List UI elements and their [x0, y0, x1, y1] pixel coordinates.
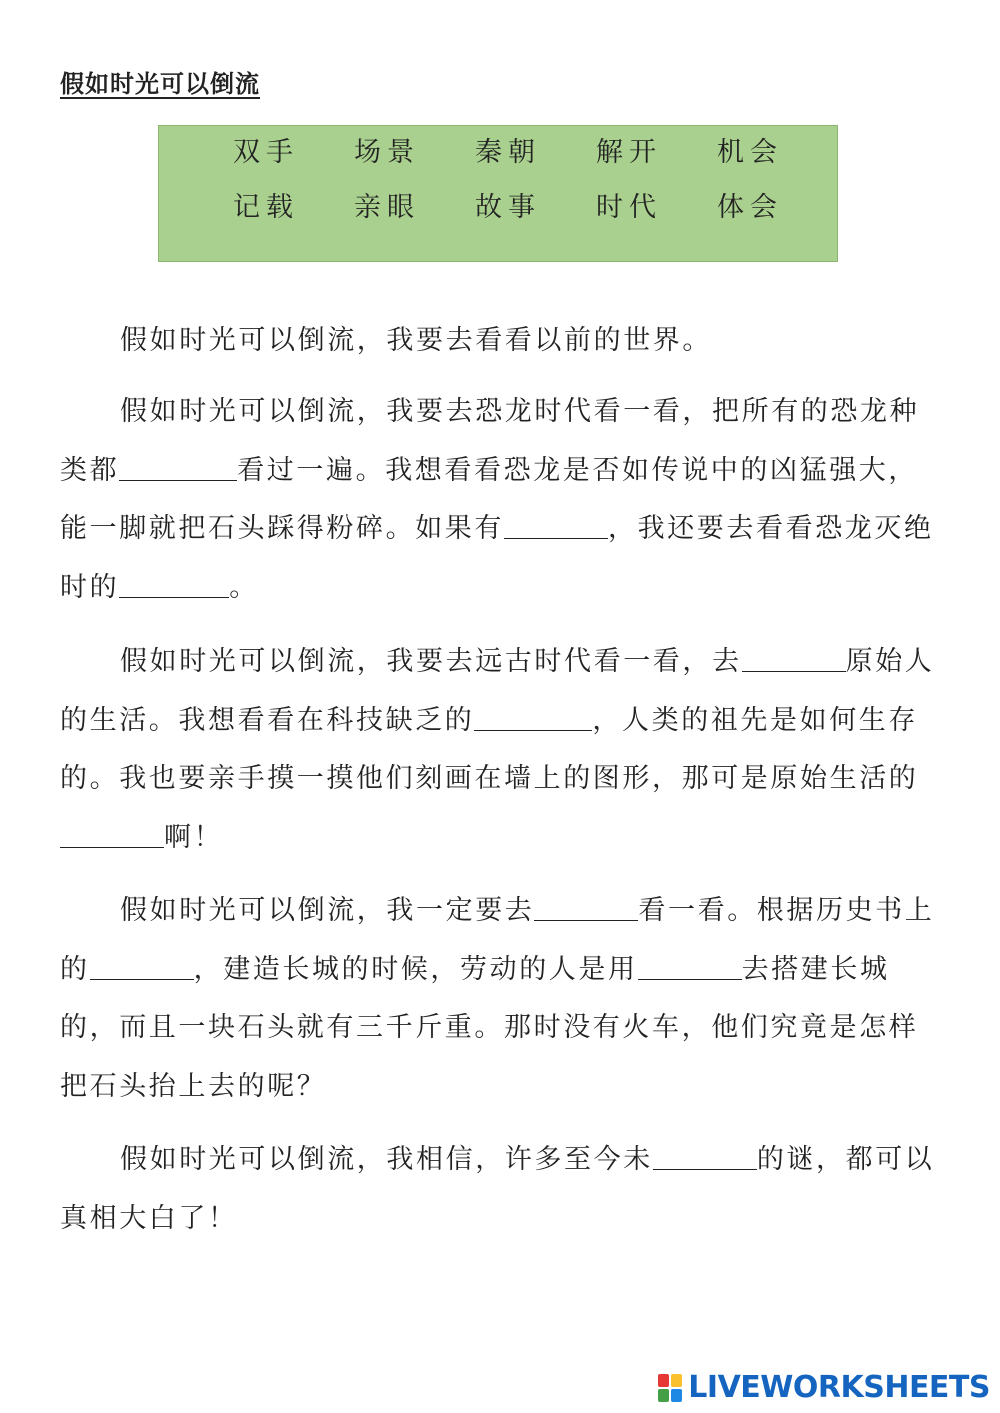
- blank-answer-field[interactable]: [653, 1139, 757, 1170]
- paragraph-text: 假如时光可以倒流，我要去恐龙时代看一看，把所有的恐龙种类都: [60, 396, 920, 486]
- paragraph-text: 的谜，都可以真相大白了！: [60, 1144, 935, 1234]
- blank-answer-field[interactable]: [119, 567, 229, 598]
- word-bank-item: 机会: [717, 137, 783, 168]
- paragraph-text: 啊！: [164, 821, 224, 853]
- word-bank-item: 场景: [354, 137, 420, 168]
- paragraph-2: [60, 383, 940, 617]
- word-bank-item: 时代: [596, 192, 662, 223]
- blank-answer-field[interactable]: [742, 641, 846, 672]
- blank-answer-field[interactable]: [90, 949, 194, 980]
- paragraph-text: ，建造长城的时候，劳动的人是用: [193, 953, 638, 985]
- blank-answer-field[interactable]: [638, 949, 742, 980]
- word-bank-row-1: [233, 136, 838, 170]
- word-bank-item: 解开: [596, 137, 662, 168]
- paragraph-4: [60, 882, 940, 1116]
- liveworksheets-wordmark: LIVEWORKSHEETS: [688, 1370, 990, 1405]
- paragraph-text: 看过一遍。我想看看恐龙是否如传说中的凶猛强大，能一脚就把石头踩得粉碎。如果有: [60, 454, 919, 544]
- paragraph-text: 原始人的生活。我想看看在科技缺乏的: [60, 646, 935, 736]
- paragraph-text: 假如时光可以倒流，我要去看看以前的世界。: [120, 325, 712, 356]
- paragraph-1: [60, 312, 940, 371]
- blank-answer-field[interactable]: [119, 450, 237, 481]
- word-bank: [158, 125, 838, 262]
- liveworksheets-logo: [658, 1370, 990, 1405]
- blank-answer-field[interactable]: [474, 700, 592, 731]
- word-bank-item: 记载: [233, 192, 299, 223]
- paragraph-text: 假如时光可以倒流，我相信，许多至今未: [120, 1144, 653, 1175]
- blank-answer-field[interactable]: [504, 508, 608, 539]
- blank-answer-field[interactable]: [534, 890, 638, 921]
- word-bank-item: 双手: [233, 137, 299, 168]
- paragraph-5: [60, 1131, 940, 1248]
- paragraph-3: [60, 633, 940, 867]
- word-bank-item: 体会: [717, 192, 783, 223]
- word-bank-item: 秦朝: [475, 137, 541, 168]
- paragraph-text: 去搭建长城的，而且一块石头就有三千斤重。那时没有火车，他们究竟是怎样把石头抬上去的呢？: [60, 953, 919, 1102]
- paragraph-text: 假如时光可以倒流，我一定要去: [120, 895, 535, 926]
- paragraph-text: 看一看。根据历史书上的: [60, 895, 935, 985]
- word-bank-row-2: [233, 191, 838, 225]
- word-bank-item: 故事: [475, 192, 541, 223]
- paragraph-text: ，人类的祖先是如何生存的。我也要亲手摸一摸他们刻画在墙上的图形，那可是原始生活的: [60, 704, 919, 794]
- paragraph-text: ，我还要去看看恐龙灭绝时的: [60, 513, 934, 603]
- paragraph-text: 。: [229, 571, 259, 603]
- paragraph-text: 假如时光可以倒流，我要去远古时代看一看，去: [120, 646, 742, 677]
- word-bank-item: 亲眼: [354, 192, 420, 223]
- blank-answer-field[interactable]: [60, 817, 164, 848]
- worksheet-title: 假如时光可以倒流: [60, 69, 260, 98]
- liveworksheets-icon: [658, 1374, 682, 1402]
